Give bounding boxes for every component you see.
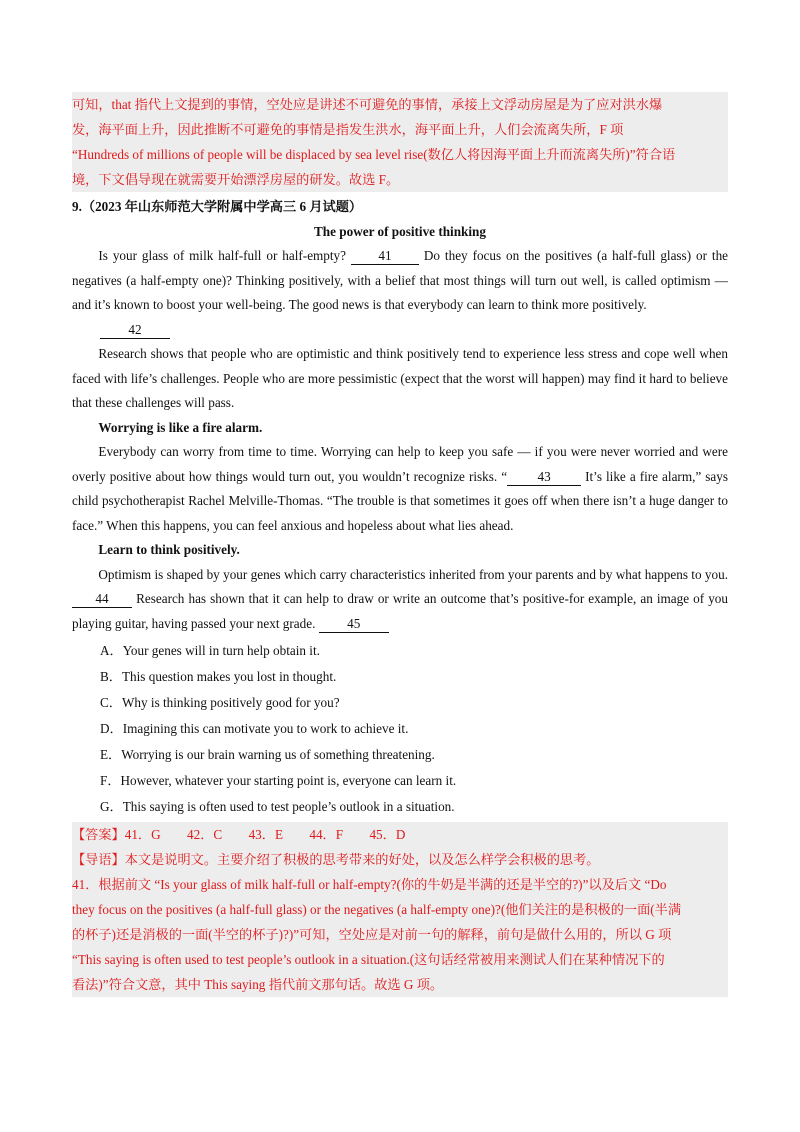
subheading-learn: Learn to think positively. bbox=[98, 542, 240, 557]
blank-44: 44 bbox=[72, 591, 132, 608]
paragraph-text: It’s like a fire alarm,” says child psychotherapist Rachel Melville-Thomas. “The trouble is that sometimes it goes off when there isn’t a huge danger to face.” When this happens, you can feel anxious and hopeless about what lies ahead. bbox=[72, 468, 728, 533]
option-c: C．Why is thinking positively good for you? bbox=[100, 695, 340, 710]
option-e: E．Worrying is our brain warning us of something threatening. bbox=[100, 747, 435, 762]
option-f: F．However, whatever your starting point is, everyone can learn it. bbox=[100, 773, 457, 788]
paragraph-text: Everybody can worry from time to time. Worrying can help to keep you safe — if you were never worried and were overly positive about how things would turn out, you wouldn’t recognize risks. “ bbox=[72, 444, 728, 484]
paragraph-1 bbox=[72, 244, 728, 318]
explanation-line: 发，海平面上升，因此推断不可避免的事情是指发生洪水，海平面上升，人们会流离失所，F 项 bbox=[72, 122, 624, 137]
blank-line-42 bbox=[72, 318, 728, 343]
explanation-line: “This saying is often used to test people’s outlook in a situation.(这句话经常被用来测试人们在某种情况下的 bbox=[72, 952, 665, 967]
paragraph-3 bbox=[72, 440, 728, 538]
options-list bbox=[72, 638, 728, 820]
option-b: B．This question makes you lost in thought. bbox=[100, 669, 337, 684]
previous-explanation bbox=[72, 92, 728, 192]
paragraph-4 bbox=[72, 563, 728, 637]
answer-section bbox=[72, 822, 728, 997]
explanation-line: 41．根据前文 “Is your glass of milk half-full or half-empty?(你的牛奶是半满的还是半空的?)”以及后文 “Do bbox=[72, 877, 667, 892]
blank-42: 42 bbox=[100, 322, 170, 339]
explanation-line: they focus on the positives (a half-full glass) or the negatives (a half-empty one)?(他们关注的是积极的一面(半满 bbox=[72, 902, 682, 917]
option-g: G．This saying is often used to test people’s outlook in a situation. bbox=[100, 799, 455, 814]
blank-41: 41 bbox=[351, 248, 419, 265]
paragraph-text: Research has shown that it can help to draw or write an outcome that’s positive-for example, an image of you playing guitar, having passed your next grade. bbox=[72, 591, 728, 631]
question-title: 9.（2023 年山东师范大学附属中学高三 6 月试题） bbox=[72, 199, 363, 214]
explanation-line: 境，下文倡导现在就需要开始漂浮房屋的研发。故选 F。 bbox=[72, 172, 400, 187]
paragraph-text: Optimism is shaped by your genes which carry characteristics inherited from your parents and by what happens to you. bbox=[98, 566, 728, 582]
explanation-line: 的杯子)还是消极的一面(半空的杯子)?)”可知，空处应是对前一句的解释，前句是做什么用的，所以 G 项 bbox=[72, 927, 672, 942]
page-content bbox=[72, 92, 728, 997]
guide-line: 【导语】本文是说明文。主要介绍了积极的思考带来的好处，以及怎么样学会积极的思考。 bbox=[72, 852, 600, 867]
explanation-line: 可知，that 指代上文提到的事情，空处应是讲述不可避免的事情，承接上文浮动房屋是为了应对洪水爆 bbox=[72, 97, 663, 112]
passage-title: The power of positive thinking bbox=[314, 224, 486, 239]
option-d: D．Imagining this can motivate you to work to achieve it. bbox=[100, 721, 409, 736]
subheading-fire-alarm: Worrying is like a fire alarm. bbox=[98, 419, 263, 435]
paragraph-text: Is your glass of milk half-full or half-empty? bbox=[98, 248, 347, 263]
option-a: A．Your genes will in turn help obtain it. bbox=[100, 643, 320, 658]
blank-43: 43 bbox=[507, 469, 581, 486]
answer-line: 【答案】41．G 42．C 43．E 44．F 45．D bbox=[72, 827, 406, 842]
paragraph-2: Research shows that people who are optimistic and think positively tend to experience less stress and cope well when faced with life’s challenges. People who are more pessimistic (expect that the worst will happen) may find it hard to believe that these challenges will pass. bbox=[72, 346, 728, 410]
blank-45: 45 bbox=[319, 616, 389, 633]
explanation-line: “Hundreds of millions of people will be displaced by sea level rise(数亿人将因海平面上升而流离失所)”符合语 bbox=[72, 147, 676, 162]
paragraph-text: Do they focus on the positives (a half-full glass) or the negatives (a half-empty one)? Thinking positively, with a belief that most things will turn out well, is called optimism — and it’s known to boost your well-being. The good news is that everybody can learn to think more positively. bbox=[72, 248, 729, 312]
explanation-line: 看法)”符合文意，其中 This saying 指代前文那句话。故选 G 项。 bbox=[72, 977, 444, 992]
